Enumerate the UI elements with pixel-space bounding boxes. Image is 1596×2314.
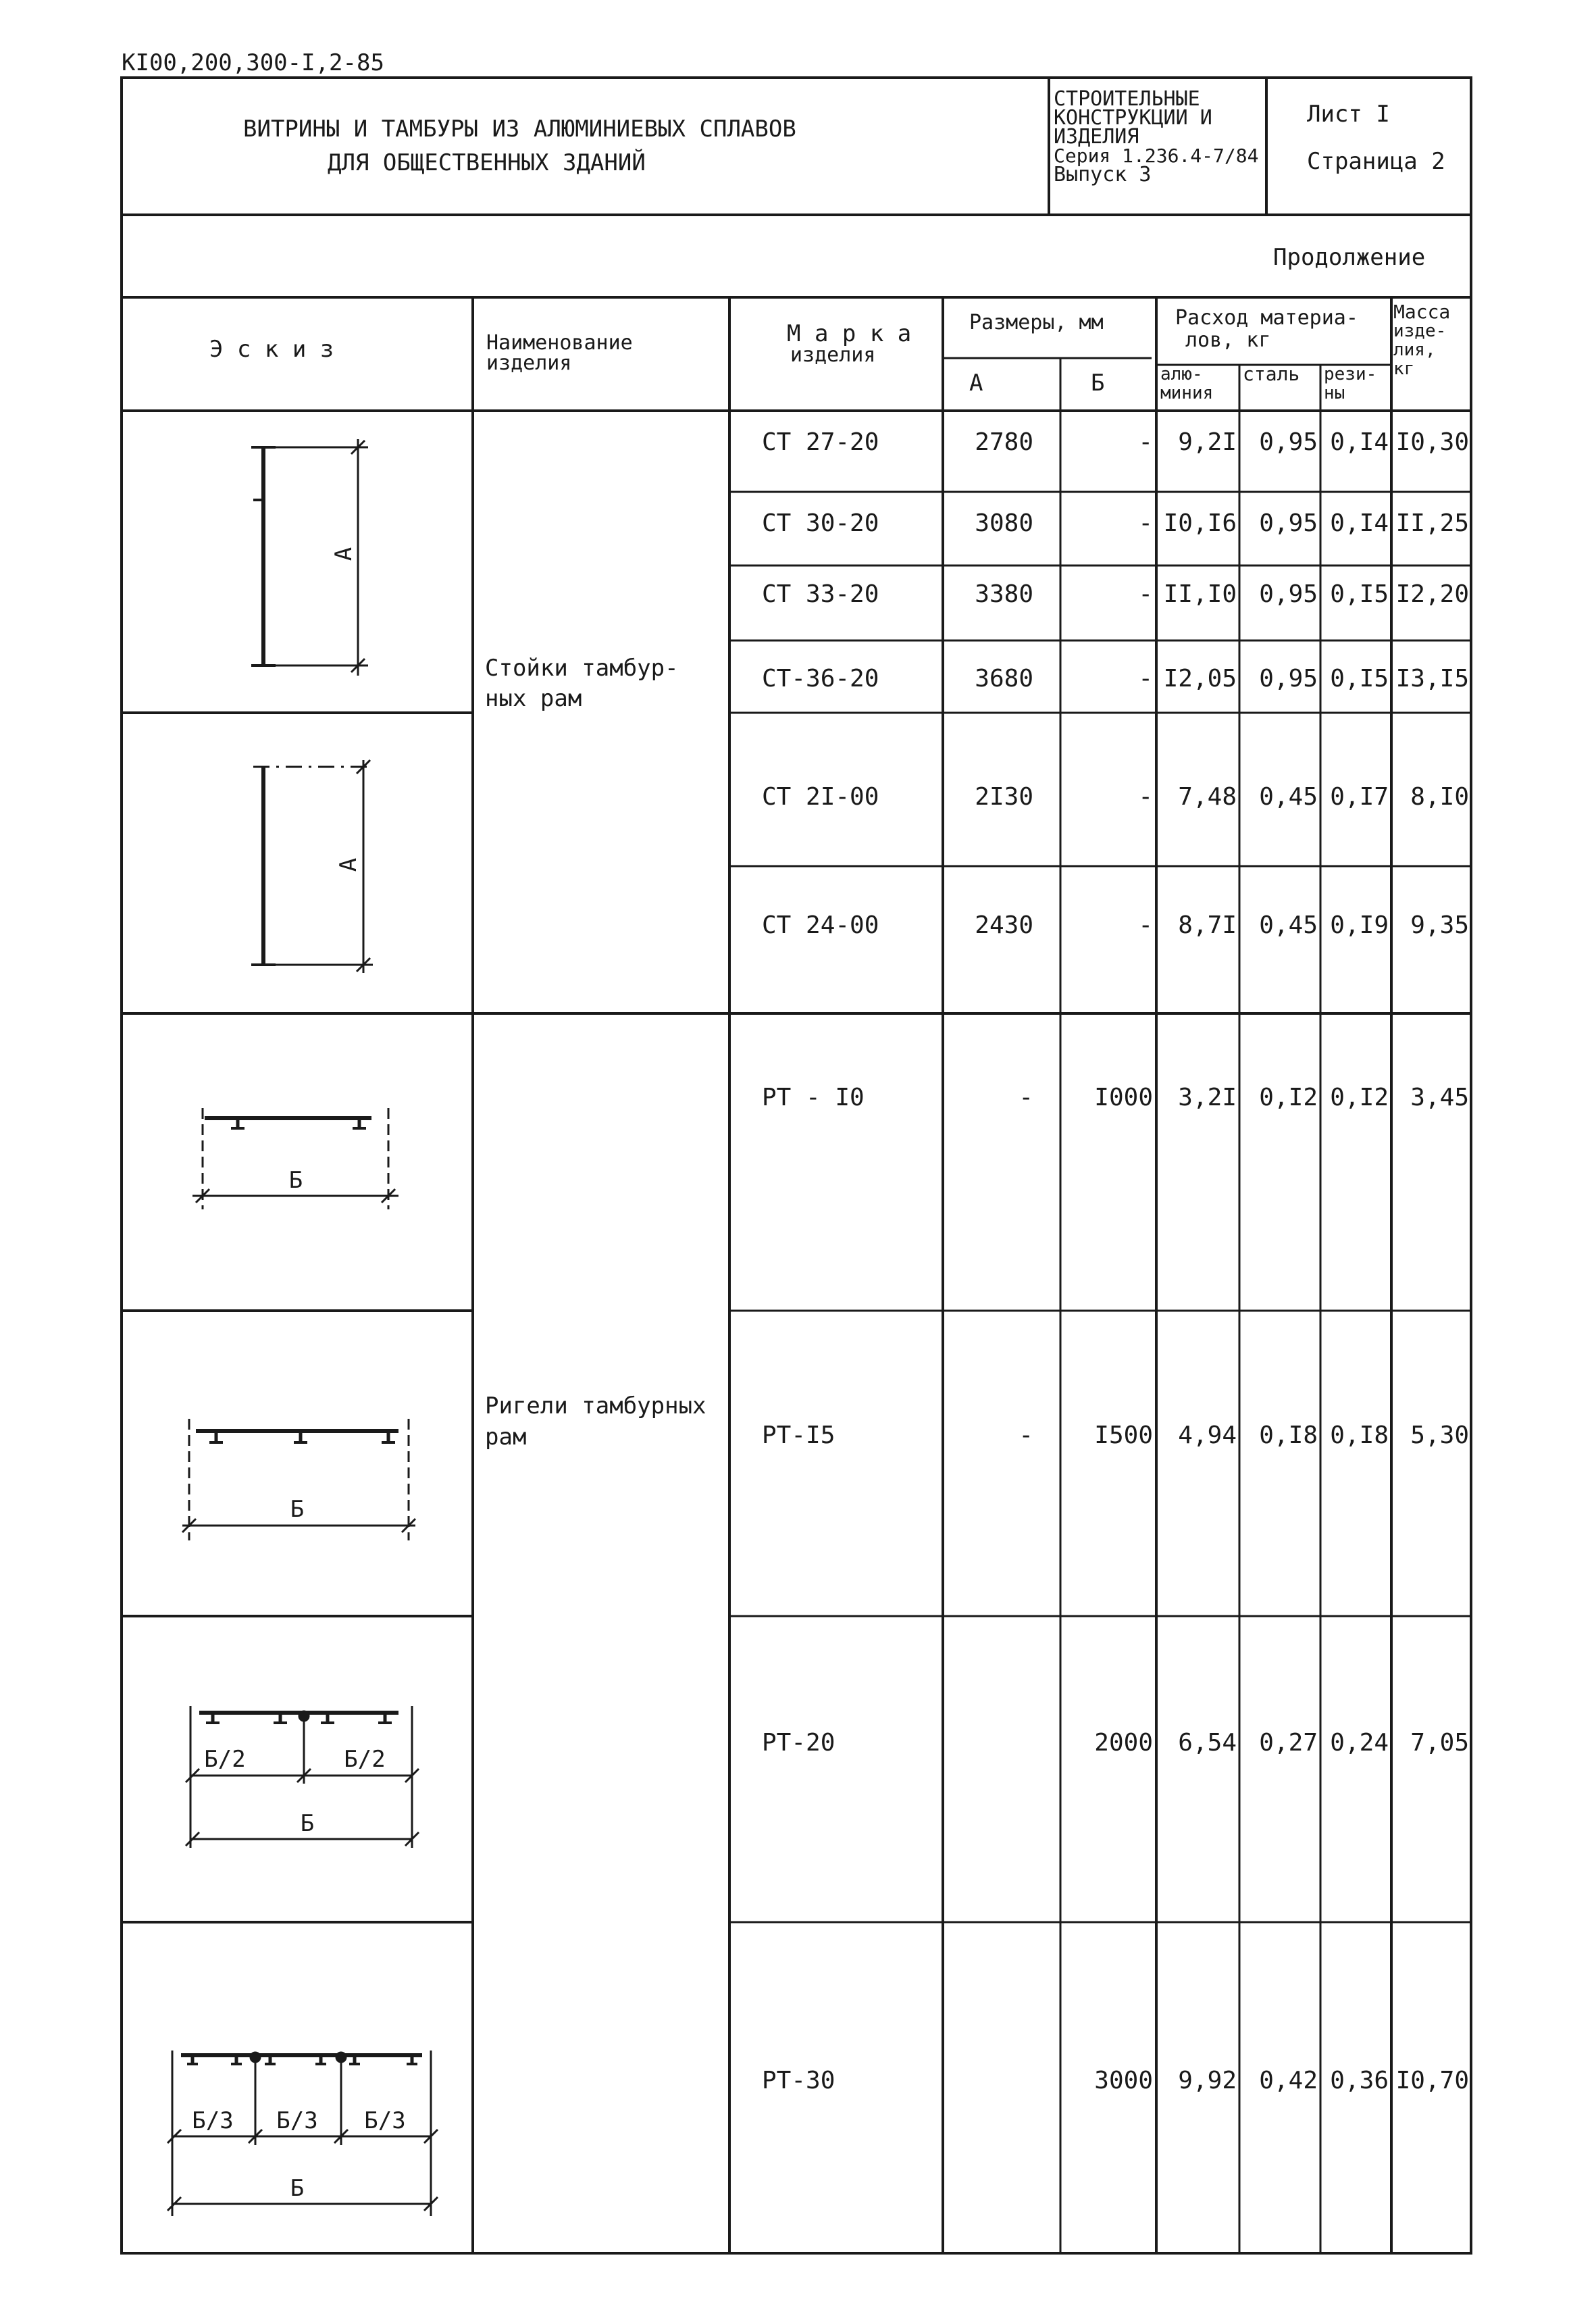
cell-steel-4: 0,95 [1259, 665, 1318, 693]
cell-alu-10: 9,92 [1178, 2067, 1237, 2094]
cell-b-2: - [1138, 509, 1153, 537]
cell-alu-6: 8,7I [1178, 911, 1237, 939]
doc-title-line2: ДЛЯ ОБЩЕСТВЕННЫХ ЗДАНИЙ [328, 149, 646, 176]
sketch-label-a-2: А [335, 857, 362, 872]
cell-mass-3: I2,20 [1395, 580, 1469, 608]
cell-mark-4: СТ-36-20 [762, 665, 879, 693]
col-header-sizes: Размеры, мм [969, 311, 1104, 334]
cell-rubber-7: 0,I2 [1330, 1084, 1389, 1111]
cell-b-6: - [1138, 911, 1153, 939]
cell-a-1: 2780 [975, 428, 1033, 456]
series-line2: КОНСТРУКЦИИ И [1054, 106, 1212, 130]
cell-rubber-3: 0,I5 [1330, 580, 1389, 608]
cell-a-3: 3380 [975, 580, 1033, 608]
cell-alu-3: II,I0 [1163, 580, 1237, 608]
col-header-mass-3: лия, [1393, 340, 1436, 360]
cell-rubber-10: 0,36 [1330, 2067, 1389, 2094]
cell-mass-7: 3,45 [1410, 1084, 1469, 1111]
col-header-name-1: Наименование [486, 331, 633, 355]
cell-mark-3: СТ 33-20 [762, 580, 879, 608]
col-header-mark-1: М а р к а [787, 320, 912, 347]
sketch-label-b-10: Б [288, 1167, 303, 1194]
continuation-label: Продолжение [1273, 244, 1426, 271]
cell-steel-2: 0,95 [1259, 509, 1318, 537]
cell-b-7: I000 [1094, 1084, 1153, 1111]
sketch-label-b3-2: Б/3 [276, 2107, 318, 2134]
col-header-mass-1: Масса [1393, 301, 1451, 323]
sketch-label-b3-3: Б/3 [364, 2107, 406, 2134]
col-header-size-a: А [969, 370, 983, 397]
cell-alu-9: 6,54 [1178, 1729, 1237, 1757]
group-posts-2: ных рам [485, 685, 582, 712]
cell-steel-1: 0,95 [1259, 428, 1318, 456]
sketch-label-b-20: Б [300, 1810, 315, 1837]
col-header-mark-2: изделия [790, 343, 876, 367]
cell-b-10: 3000 [1094, 2067, 1153, 2094]
col-header-rubber-2: ны [1324, 383, 1345, 403]
sketch-label-b2-left: Б/2 [204, 1746, 246, 1773]
cell-steel-6: 0,45 [1259, 911, 1318, 939]
cell-alu-8: 4,94 [1178, 1422, 1237, 1449]
col-header-mass-2: изде- [1393, 321, 1447, 341]
col-header-materials-1: Расход материа- [1175, 306, 1358, 330]
cell-mark-10: РТ-30 [762, 2067, 835, 2094]
cell-mark-9: РТ-20 [762, 1729, 835, 1757]
doc-code: КI00,200,300-I,2-85 [122, 49, 384, 76]
cell-mass-1: I0,30 [1395, 428, 1469, 456]
cell-steel-9: 0,27 [1259, 1729, 1318, 1757]
col-header-sketch: Э с к и з [209, 336, 334, 363]
series-line1: СТРОИТЕЛЬНЫЕ [1054, 87, 1200, 111]
cell-mark-2: СТ 30-20 [762, 509, 879, 537]
sketch-label-b3-1: Б/3 [192, 2107, 234, 2134]
cell-mark-7: РТ - I0 [762, 1084, 865, 1111]
group-beams-1: Ригели тамбурных [485, 1392, 706, 1419]
cell-steel-10: 0,42 [1259, 2067, 1318, 2094]
cell-mark-1: СТ 27-20 [762, 428, 879, 456]
cell-b-9: 2000 [1094, 1729, 1153, 1757]
cell-rubber-2: 0,I4 [1330, 509, 1389, 537]
cell-mark-8: РТ-I5 [762, 1422, 835, 1449]
cell-mass-5: 8,I0 [1410, 783, 1469, 811]
cell-a-2: 3080 [975, 509, 1033, 537]
doc-title-line1: ВИТРИНЫ И ТАМБУРЫ ИЗ АЛЮМИНИЕВЫХ СПЛАВОВ [243, 116, 796, 143]
cell-b-3: - [1138, 580, 1153, 608]
sketch-beam-10 [192, 1108, 398, 1209]
cell-b-5: - [1138, 783, 1153, 811]
cell-rubber-1: 0,I4 [1330, 428, 1389, 456]
series-line4: Серия 1.236.4-7/84 [1054, 145, 1259, 167]
sheet-number: Лист I [1307, 101, 1390, 128]
sketch-label-b-30: Б [290, 2175, 305, 2202]
cell-b-1: - [1138, 428, 1153, 456]
sketch-label-b2-right: Б/2 [344, 1746, 386, 1773]
cell-mass-9: 7,05 [1410, 1729, 1469, 1757]
cell-rubber-9: 0,24 [1330, 1729, 1389, 1757]
col-header-alu-2: миния [1160, 383, 1214, 403]
cell-mass-10: I0,70 [1395, 2067, 1469, 2094]
cell-a-5: 2I30 [975, 783, 1033, 811]
cell-b-8: I500 [1094, 1422, 1153, 1449]
cell-mark-6: СТ 24-00 [762, 911, 879, 939]
cell-b-4: - [1138, 665, 1153, 693]
cell-alu-4: I2,05 [1163, 665, 1237, 693]
group-beams-2: рам [485, 1424, 527, 1451]
cell-alu-5: 7,48 [1178, 783, 1237, 811]
series-line3: ИЗДЕЛИЯ [1054, 125, 1139, 149]
cell-mass-4: I3,I5 [1395, 665, 1469, 693]
cell-mass-2: II,25 [1395, 509, 1469, 537]
col-header-rubber-1: рези- [1324, 364, 1377, 384]
cell-steel-7: 0,I2 [1259, 1084, 1318, 1111]
cell-steel-3: 0,95 [1259, 580, 1318, 608]
sketch-label-b-15: Б [290, 1496, 305, 1523]
cell-mass-8: 5,30 [1410, 1422, 1469, 1449]
cell-a-8: - [1019, 1422, 1033, 1449]
cell-mark-5: СТ 2I-00 [762, 783, 879, 811]
cell-steel-5: 0,45 [1259, 783, 1318, 811]
col-header-mass-4: кг [1393, 359, 1415, 379]
cell-mass-6: 9,35 [1410, 911, 1469, 939]
series-line5: Выпуск 3 [1054, 163, 1152, 186]
cell-steel-8: 0,I8 [1259, 1422, 1318, 1449]
cell-rubber-8: 0,I8 [1330, 1422, 1389, 1449]
cell-alu-2: I0,I6 [1163, 509, 1237, 537]
cell-rubber-6: 0,I9 [1330, 911, 1389, 939]
col-header-alu-1: алю- [1160, 364, 1203, 384]
cell-a-4: 3680 [975, 665, 1033, 693]
group-posts-1: Стойки тамбур- [485, 655, 679, 682]
cell-rubber-5: 0,I7 [1330, 783, 1389, 811]
cell-rubber-4: 0,I5 [1330, 665, 1389, 693]
cell-a-6: 2430 [975, 911, 1033, 939]
page-number: Страница 2 [1307, 148, 1445, 175]
cell-a-7: - [1019, 1084, 1033, 1111]
cell-alu-7: 3,2I [1178, 1084, 1237, 1111]
cell-alu-1: 9,2I [1178, 428, 1237, 456]
col-header-name-2: изделия [486, 351, 572, 375]
col-header-steel: сталь [1243, 363, 1300, 385]
sketch-label-a-1: А [330, 547, 357, 561]
col-header-size-b: Б [1091, 370, 1105, 397]
col-header-materials-2: лов, кг [1185, 328, 1271, 352]
